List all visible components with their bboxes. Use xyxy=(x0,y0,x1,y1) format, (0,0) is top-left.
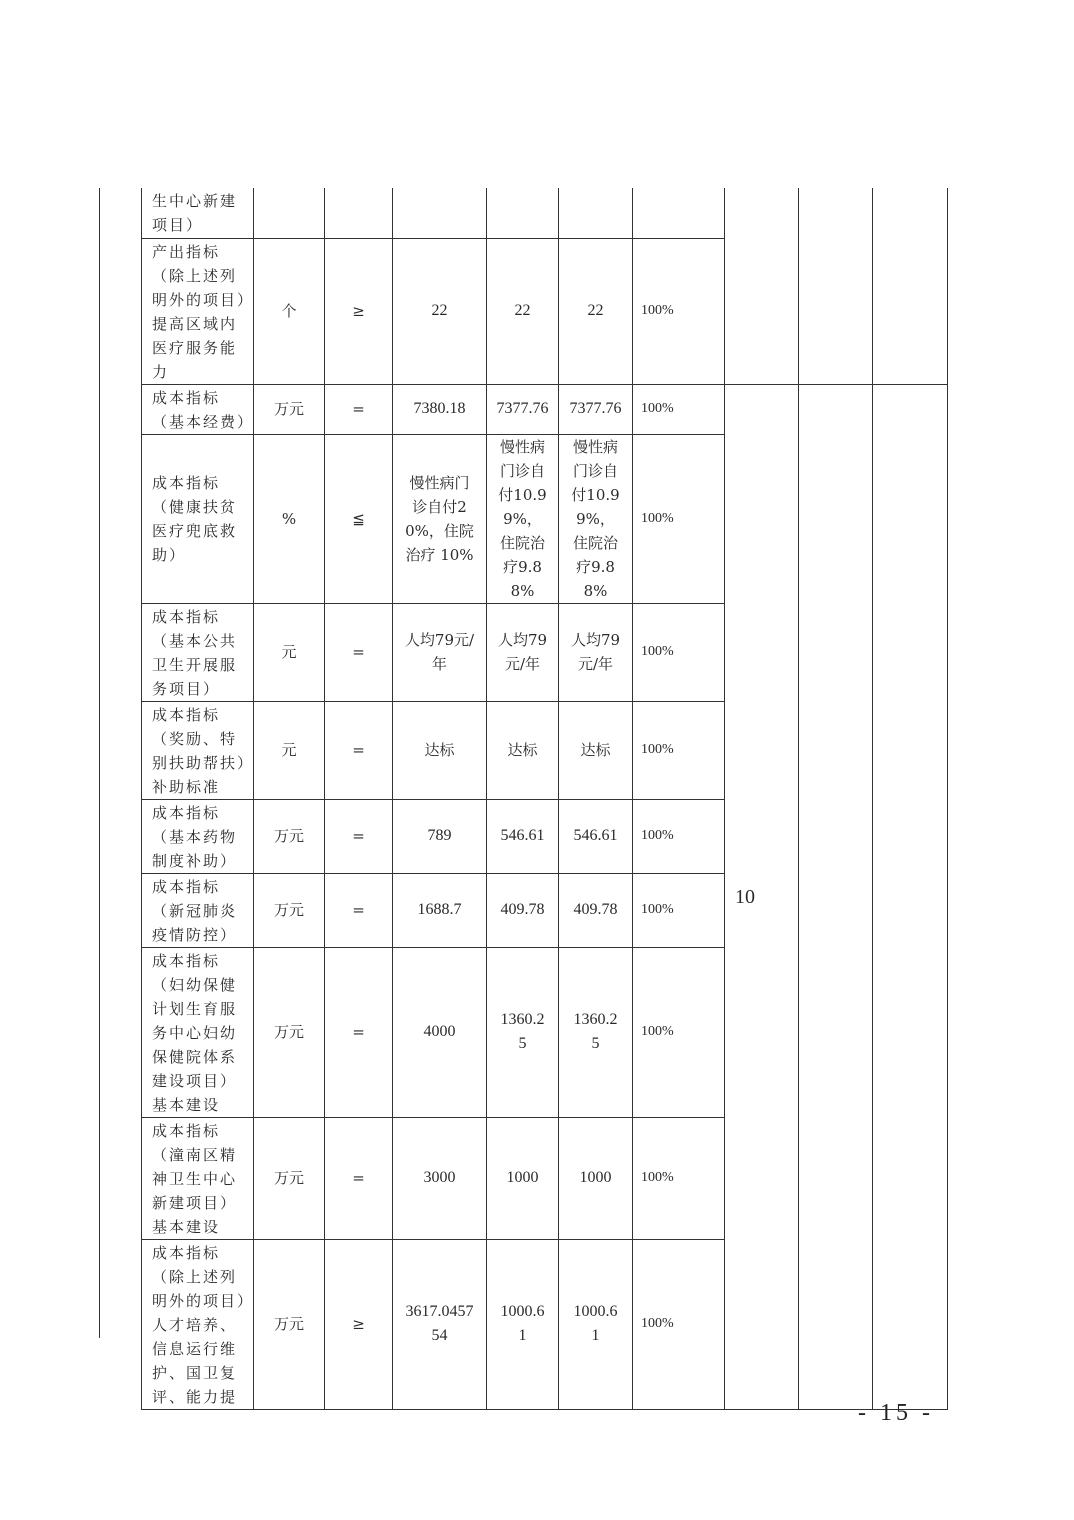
target-cell: 3000 xyxy=(393,1117,487,1239)
left-margin-line xyxy=(99,188,100,1338)
rate-cell: 100% xyxy=(633,238,725,384)
indicator-name: 生中心新建项目） xyxy=(142,188,254,238)
actual-cell xyxy=(487,188,559,238)
target-cell: 3617.045754 xyxy=(393,1239,487,1409)
target-cell: 慢性病门诊自付20%，住院治疗 10% xyxy=(393,434,487,603)
indicator-name: 产出指标（除上述列明外的项目）提高区域内医疗服务能力 xyxy=(142,238,254,384)
value-cell: 1360.25 xyxy=(559,947,633,1117)
score-cell xyxy=(725,188,799,384)
actual-cell: 1000.61 xyxy=(487,1239,559,1409)
target-cell: 22 xyxy=(393,238,487,384)
table-row xyxy=(142,188,948,238)
rate-cell: 100% xyxy=(633,701,725,799)
value-cell: 409.78 xyxy=(559,873,633,947)
empty-cell xyxy=(873,188,948,384)
unit-cell: 万元 xyxy=(254,947,325,1117)
actual-cell: 546.61 xyxy=(487,799,559,873)
target-cell: 达标 xyxy=(393,701,487,799)
operator-cell: = xyxy=(325,873,393,947)
unit-cell: 万元 xyxy=(254,799,325,873)
indicator-name: 成本指标（潼南区精神卫生中心新建项目）基本建设 xyxy=(142,1117,254,1239)
indicator-name: 成本指标（基本经费） xyxy=(142,384,254,434)
unit-cell: 万元 xyxy=(254,873,325,947)
indicator-name: 成本指标（奖励、特别扶助帮扶）补助标准 xyxy=(142,701,254,799)
value-cell: 达标 xyxy=(559,701,633,799)
unit-cell: 万元 xyxy=(254,1117,325,1239)
unit-cell: % xyxy=(254,434,325,603)
actual-cell: 达标 xyxy=(487,701,559,799)
value-cell xyxy=(559,188,633,238)
page-number: - 15 - xyxy=(858,1400,934,1426)
unit-cell: 元 xyxy=(254,603,325,701)
value-cell: 1000.61 xyxy=(559,1239,633,1409)
rate-cell: 100% xyxy=(633,873,725,947)
actual-cell: 人均79元/年 xyxy=(487,603,559,701)
indicator-name: 成本指标（基本公共卫生开展服务项目） xyxy=(142,603,254,701)
rate-cell: 100% xyxy=(633,947,725,1117)
unit-cell xyxy=(254,188,325,238)
indicator-name: 成本指标（基本药物制度补助） xyxy=(142,799,254,873)
operator-cell: = xyxy=(325,384,393,434)
operator-cell: ≥ xyxy=(325,238,393,384)
unit-cell: 个 xyxy=(254,238,325,384)
empty-cell xyxy=(799,384,873,1409)
operator-cell: ≥ xyxy=(325,1239,393,1409)
value-cell: 人均79元/年 xyxy=(559,603,633,701)
actual-cell: 409.78 xyxy=(487,873,559,947)
value-cell: 慢性病门诊自付10.99%，住院治疗9.88% xyxy=(559,434,633,603)
table-row xyxy=(142,384,948,434)
value-cell: 546.61 xyxy=(559,799,633,873)
indicator-name: 成本指标（除上述列明外的项目）人才培养、信息运行维护、国卫复评、能力提 xyxy=(142,1239,254,1409)
actual-cell: 慢性病门诊自付10.99%，住院治疗9.88% xyxy=(487,434,559,603)
actual-cell: 7377.76 xyxy=(487,384,559,434)
operator-cell: = xyxy=(325,799,393,873)
operator-cell: ≦ xyxy=(325,434,393,603)
unit-cell: 元 xyxy=(254,701,325,799)
rate-cell: 100% xyxy=(633,1117,725,1239)
rate-cell: 100% xyxy=(633,434,725,603)
indicator-name: 成本指标（妇幼保健计划生育服务中心妇幼保健院体系建设项目）基本建设 xyxy=(142,947,254,1117)
target-cell: 789 xyxy=(393,799,487,873)
performance-indicator-table xyxy=(141,188,948,1410)
rate-cell: 100% xyxy=(633,799,725,873)
rate-cell: 100% xyxy=(633,1239,725,1409)
unit-cell: 万元 xyxy=(254,384,325,434)
target-cell: 7380.18 xyxy=(393,384,487,434)
operator-cell xyxy=(325,188,393,238)
rate-cell: 100% xyxy=(633,603,725,701)
empty-cell xyxy=(799,188,873,384)
operator-cell: = xyxy=(325,1117,393,1239)
target-cell: 4000 xyxy=(393,947,487,1117)
actual-cell: 1360.25 xyxy=(487,947,559,1117)
target-cell: 1688.7 xyxy=(393,873,487,947)
actual-cell: 1000 xyxy=(487,1117,559,1239)
unit-cell: 万元 xyxy=(254,1239,325,1409)
rate-cell: 100% xyxy=(633,384,725,434)
indicator-name: 成本指标（新冠肺炎疫情防控） xyxy=(142,873,254,947)
operator-cell: = xyxy=(325,947,393,1117)
value-cell: 7377.76 xyxy=(559,384,633,434)
rate-cell xyxy=(633,188,725,238)
cost-score-cell: 10 xyxy=(725,384,799,1409)
value-cell: 22 xyxy=(559,238,633,384)
value-cell: 1000 xyxy=(559,1117,633,1239)
actual-cell: 22 xyxy=(487,238,559,384)
operator-cell: = xyxy=(325,603,393,701)
operator-cell: = xyxy=(325,701,393,799)
empty-cell xyxy=(873,384,948,1409)
target-cell xyxy=(393,188,487,238)
indicator-name: 成本指标（健康扶贫医疗兜底救助） xyxy=(142,434,254,603)
target-cell: 人均79元/年 xyxy=(393,603,487,701)
